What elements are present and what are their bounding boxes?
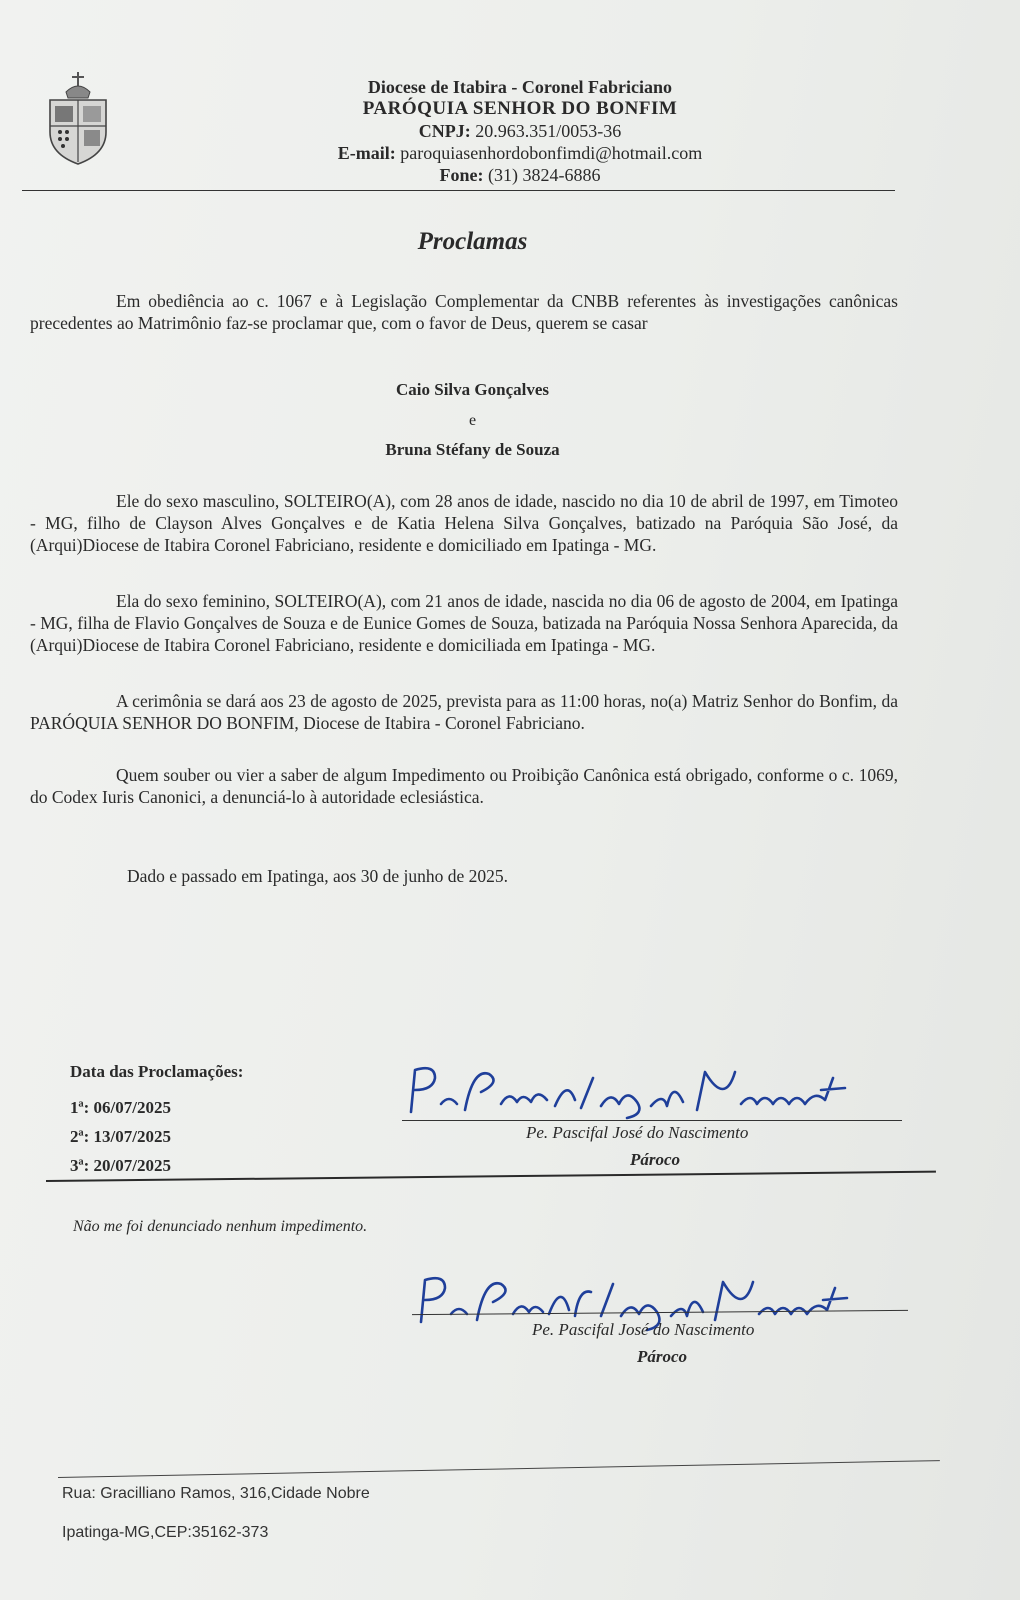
groom-paragraph: Ele do sexo masculino, SOLTEIRO(A), com 28 anos de idade, nascido no dia 10 de abril de 1997, em Timoteo - MG, filho de Clayson Alves Gonçalves e de Katia Helena Silva Gonçalves, batizado na Paróquia São José, da (Arqui)Diocese de Itabira Coronel Fabriciano, residente e domiciliado em Ipatinga - MG.	[30, 491, 898, 555]
conjunction: e	[468, 412, 477, 429]
issued-statement: Dado e passado em Ipatinga, aos 30 de junho de 2025.	[127, 866, 509, 886]
footer-divider	[58, 1460, 940, 1478]
signature-line-1	[402, 1120, 902, 1121]
footer-address: Rua: Gracilliano Ramos, 316,Cidade Nobre	[62, 1485, 370, 1502]
email-value: paroquiasenhordobonfimdi@hotmail.com	[400, 143, 703, 163]
signatory-name-2: Pe. Pascifal José do Nascimento	[532, 1320, 755, 1339]
proclamation-date-2: 2ª: 13/07/2025	[70, 1127, 171, 1146]
ceremony-paragraph: A cerimônia se dará aos 23 de agosto de 2025, prevista para as 11:00 horas, no(a) Matriz Senhor do Bonfim, da PARÓQUIA SENHOR DO BONFIM, Diocese de Itabira - Coronel Fabriciano.	[30, 691, 898, 733]
no-impediment-statement: Não me foi denunciado nenhum impedimento.	[73, 1218, 368, 1235]
footer-city-cep: Ipatinga-MG,CEP:35162-373	[62, 1524, 269, 1541]
cnpj-value: 20.963.351/0053-36	[475, 121, 622, 141]
impediment-paragraph: Quem souber ou vier a saber de algum Impedimento ou Proibição Canônica está obrigado, conforme o c. 1069, do Codex Iuris Canonici, a denunciá-lo à autoridade eclesiástica.	[30, 765, 898, 807]
signatory-role-2: Pároco	[637, 1347, 688, 1366]
phone-value: (31) 3824-6886	[488, 165, 601, 185]
email-line: E-mail: paroquiasenhordobonfimdi@hotmail.com	[337, 143, 703, 163]
section-divider	[46, 1171, 936, 1182]
cnpj-line: CNPJ: 20.963.351/0053-36	[418, 121, 622, 141]
bride-paragraph: Ela do sexo feminino, SOLTEIRO(A), com 21 anos de idade, nascida no dia 06 de agosto de 2004, em Ipatinga - MG, filha de Flavio Gonçalves de Souza e de Eunice Gomes de Souza, batizada na Paróquia Nossa Senhora Aparecida, da (Arqui)Diocese de Itabira Coronel Fabriciano, residente e domiciliada em Ipatinga - MG.	[30, 591, 898, 655]
letterhead	[250, 76, 790, 186]
signatory-role-1: Pároco	[630, 1150, 681, 1169]
handwritten-signature-1	[405, 1060, 865, 1120]
proclamation-date-1: 1ª: 06/07/2025	[70, 1098, 171, 1117]
diocese-name: Diocese de Itabira - Coronel Fabriciano	[367, 77, 673, 97]
proclamation-date-3: 3ª: 20/07/2025	[70, 1156, 171, 1175]
header-divider	[22, 190, 895, 191]
intro-paragraph: Em obediência ao c. 1067 e à Legislação Complementar da CNBB referentes às investigações canônicas precedentes ao Matrimônio faz-se proclamar que, com o favor de Deus, querem se casar	[30, 291, 898, 333]
proclamations-label: Data das Proclamações:	[70, 1062, 244, 1081]
phone-line: Fone: (31) 3824-6886	[439, 165, 601, 185]
document-title: Proclamas	[417, 228, 528, 255]
parish-name: PARÓQUIA SENHOR DO BONFIM	[362, 98, 678, 119]
groom-name: Caio Silva Gonçalves	[395, 380, 549, 399]
bride-name: Bruna Stéfany de Souza	[385, 440, 560, 459]
diocese-crest-icon	[40, 70, 116, 170]
signatory-name-1: Pe. Pascifal José do Nascimento	[526, 1123, 749, 1142]
